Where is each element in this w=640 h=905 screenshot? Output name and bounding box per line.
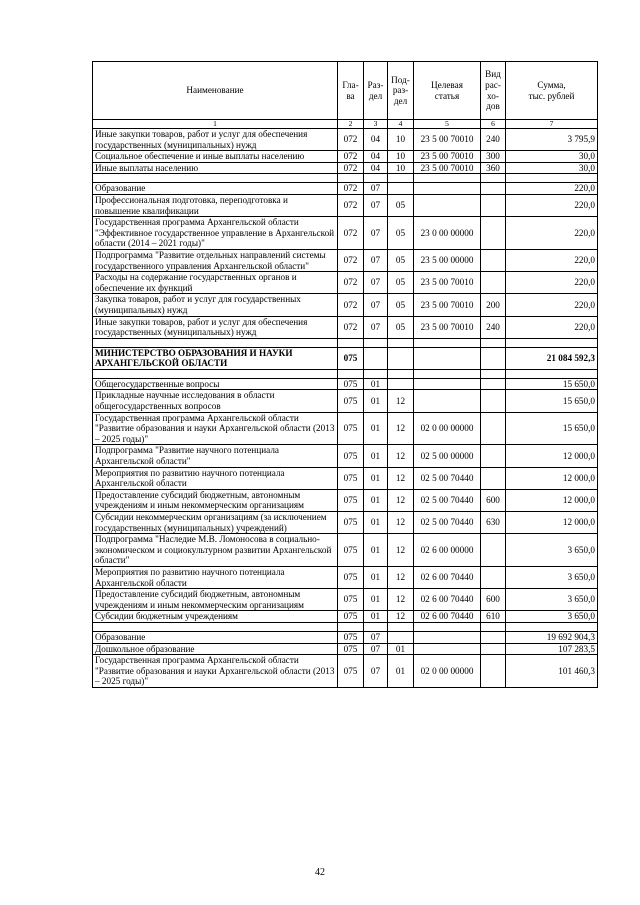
- row-podrazdel: 05: [388, 316, 414, 338]
- col-number: 3: [364, 120, 388, 129]
- row-podrazdel: [388, 631, 414, 643]
- row-name: Субсидии бюджетным учреждениям: [93, 611, 338, 623]
- row-sum: 3 650,0: [506, 566, 598, 588]
- row-sum: 21 084 592,3: [506, 347, 598, 369]
- table-row: [93, 643, 598, 655]
- table-row: [93, 151, 598, 163]
- header-razdel: Раз- дел: [364, 62, 388, 120]
- row-target: 23 5 00 70010: [414, 151, 481, 163]
- row-razdel: 07: [364, 316, 388, 338]
- row-sum: 15 650,0: [506, 378, 598, 390]
- row-target: [414, 338, 481, 347]
- table-row: [93, 378, 598, 390]
- row-target: [414, 631, 481, 643]
- row-vid: [481, 566, 506, 588]
- budget-table: [92, 61, 598, 688]
- row-vid: [481, 174, 506, 183]
- row-razdel: 01: [364, 390, 388, 412]
- header-podrazdel: Под- раз- дел: [388, 62, 414, 120]
- row-razdel: [364, 622, 388, 631]
- row-podrazdel: 12: [388, 445, 414, 467]
- row-glava: 075: [338, 643, 364, 655]
- row-name: Государственная программа Архангельской области "Эффективное государственное управление в Архангельской области (2014 – 2021 годы)": [93, 217, 338, 250]
- header-sum: Сумма, тыс. рублей: [506, 62, 598, 120]
- row-target: 02 5 00 70440: [414, 489, 481, 511]
- table-row: [93, 655, 598, 688]
- row-podrazdel: 12: [388, 512, 414, 534]
- row-target: 23 0 00 00000: [414, 217, 481, 250]
- table-row: [93, 512, 598, 534]
- row-name: Государственная программа Архангельской области "Развитие образования и науки Архангельской области (2013 – 2025 годы)": [93, 412, 338, 445]
- row-name: Общегосударственные вопросы: [93, 378, 338, 390]
- row-glava: 075: [338, 347, 364, 369]
- row-razdel: 07: [364, 183, 388, 195]
- row-glava: 072: [338, 194, 364, 216]
- table-row: [93, 316, 598, 338]
- row-vid: [481, 194, 506, 216]
- row-podrazdel: [388, 183, 414, 195]
- spacer-row: [93, 338, 598, 347]
- row-vid: [481, 338, 506, 347]
- row-name: [93, 369, 338, 378]
- col-number: 2: [338, 120, 364, 129]
- row-name: Иные выплаты населению: [93, 162, 338, 174]
- col-number: 7: [506, 120, 598, 129]
- table-body: [93, 129, 598, 688]
- row-name: Социальное обеспечение и иные выплаты населению: [93, 151, 338, 163]
- row-razdel: 07: [364, 249, 388, 271]
- table-row: [93, 566, 598, 588]
- row-glava: 075: [338, 589, 364, 611]
- row-glava: 072: [338, 151, 364, 163]
- row-name: Подпрограмма "Развитие научного потенциала Архангельской области": [93, 445, 338, 467]
- row-target: 02 6 00 70440: [414, 589, 481, 611]
- header-vid: Вид рас- хо- дов: [481, 62, 506, 120]
- row-sum: 220,0: [506, 183, 598, 195]
- row-sum: 12 000,0: [506, 512, 598, 534]
- row-name: [93, 338, 338, 347]
- row-name: Профессиональная подготовка, переподготовка и повышение квалификации: [93, 194, 338, 216]
- row-razdel: 04: [364, 151, 388, 163]
- row-target: [414, 347, 481, 369]
- row-target: [414, 194, 481, 216]
- row-glava: 072: [338, 294, 364, 316]
- row-vid: [481, 631, 506, 643]
- table-row: [93, 183, 598, 195]
- row-target: 02 0 00 00000: [414, 412, 481, 445]
- row-name: Иные закупки товаров, работ и услуг для обеспечения государственных (муниципальных) нужд: [93, 129, 338, 151]
- row-vid: 600: [481, 489, 506, 511]
- page-number: 42: [315, 867, 325, 878]
- row-razdel: 01: [364, 512, 388, 534]
- row-sum: 12 000,0: [506, 445, 598, 467]
- table-row: [93, 589, 598, 611]
- row-name: Подпрограмма "Развитие отдельных направлений системы государственного управления Архангельской области": [93, 249, 338, 271]
- row-razdel: 07: [364, 294, 388, 316]
- row-podrazdel: 05: [388, 294, 414, 316]
- row-razdel: 04: [364, 162, 388, 174]
- row-glava: 075: [338, 412, 364, 445]
- row-razdel: 04: [364, 129, 388, 151]
- row-podrazdel: 05: [388, 217, 414, 250]
- row-podrazdel: 05: [388, 194, 414, 216]
- table-row: [93, 129, 598, 151]
- row-vid: [481, 467, 506, 489]
- row-razdel: [364, 174, 388, 183]
- spacer-row: [93, 174, 598, 183]
- row-razdel: 01: [364, 489, 388, 511]
- row-podrazdel: [388, 378, 414, 390]
- row-vid: 610: [481, 611, 506, 623]
- row-target: 23 5 00 70010: [414, 294, 481, 316]
- row-glava: 072: [338, 249, 364, 271]
- row-name: Образование: [93, 183, 338, 195]
- row-glava: 072: [338, 272, 364, 294]
- row-razdel: 01: [364, 534, 388, 567]
- row-podrazdel: [388, 347, 414, 369]
- row-vid: 360: [481, 162, 506, 174]
- row-name: Мероприятия по развитию научного потенциала Архангельской области: [93, 467, 338, 489]
- row-vid: 600: [481, 589, 506, 611]
- table-row: [93, 534, 598, 567]
- row-podrazdel: 10: [388, 162, 414, 174]
- column-number-row: [93, 120, 598, 129]
- row-glava: 075: [338, 467, 364, 489]
- row-glava: [338, 338, 364, 347]
- table-row: [93, 445, 598, 467]
- row-razdel: 07: [364, 631, 388, 643]
- row-razdel: 07: [364, 194, 388, 216]
- row-vid: [481, 217, 506, 250]
- row-sum: [506, 174, 598, 183]
- row-name: [93, 622, 338, 631]
- row-vid: [481, 622, 506, 631]
- col-number: 5: [414, 120, 481, 129]
- row-podrazdel: [388, 369, 414, 378]
- row-podrazdel: 10: [388, 129, 414, 151]
- header-name: Наименование: [93, 62, 338, 120]
- row-glava: 075: [338, 655, 364, 688]
- row-vid: [481, 272, 506, 294]
- row-podrazdel: 05: [388, 249, 414, 271]
- row-podrazdel: 12: [388, 390, 414, 412]
- row-glava: 075: [338, 378, 364, 390]
- row-podrazdel: 12: [388, 589, 414, 611]
- row-vid: [481, 412, 506, 445]
- row-sum: 3 650,0: [506, 534, 598, 567]
- row-vid: 200: [481, 294, 506, 316]
- row-glava: 075: [338, 390, 364, 412]
- row-sum: 220,0: [506, 217, 598, 250]
- row-name: Предоставление субсидий бюджетным, автономным учреждениям и иным некоммерческим организациям: [93, 589, 338, 611]
- row-sum: 220,0: [506, 294, 598, 316]
- table-row: [93, 611, 598, 623]
- row-vid: [481, 347, 506, 369]
- row-target: 23 5 00 70010: [414, 129, 481, 151]
- table-row: [93, 294, 598, 316]
- table-row: [93, 249, 598, 271]
- table-row: [93, 631, 598, 643]
- row-glava: 075: [338, 489, 364, 511]
- row-target: 02 6 00 70440: [414, 611, 481, 623]
- row-razdel: 01: [364, 445, 388, 467]
- row-name: Мероприятия по развитию научного потенциала Архангельской области: [93, 566, 338, 588]
- table-header-row: [93, 62, 598, 120]
- row-name: Закупка товаров, работ и услуг для государственных (муниципальных) нужд: [93, 294, 338, 316]
- row-podrazdel: [388, 174, 414, 183]
- row-glava: 075: [338, 534, 364, 567]
- row-sum: [506, 338, 598, 347]
- row-target: [414, 643, 481, 655]
- spacer-row: [93, 369, 598, 378]
- row-sum: 107 283,5: [506, 643, 598, 655]
- row-podrazdel: [388, 338, 414, 347]
- row-podrazdel: 12: [388, 412, 414, 445]
- table-row: [93, 217, 598, 250]
- row-vid: [481, 249, 506, 271]
- row-glava: 072: [338, 316, 364, 338]
- row-razdel: 01: [364, 611, 388, 623]
- row-sum: 15 650,0: [506, 390, 598, 412]
- row-podrazdel: 05: [388, 272, 414, 294]
- spacer-row: [93, 622, 598, 631]
- row-target: 23 5 00 00000: [414, 249, 481, 271]
- row-sum: 3 650,0: [506, 589, 598, 611]
- row-sum: 30,0: [506, 151, 598, 163]
- row-razdel: 07: [364, 217, 388, 250]
- row-target: [414, 390, 481, 412]
- row-podrazdel: 12: [388, 611, 414, 623]
- row-glava: 075: [338, 445, 364, 467]
- row-vid: 630: [481, 512, 506, 534]
- row-target: [414, 174, 481, 183]
- row-glava: 072: [338, 129, 364, 151]
- row-razdel: 07: [364, 655, 388, 688]
- row-target: 02 6 00 00000: [414, 534, 481, 567]
- row-razdel: 01: [364, 566, 388, 588]
- row-podrazdel: 12: [388, 566, 414, 588]
- row-name: Государственная программа Архангельской области "Развитие образования и науки Архангельской области (2013 – 2025 годы)": [93, 655, 338, 688]
- header-target: Целевая статья: [414, 62, 481, 120]
- row-razdel: 01: [364, 412, 388, 445]
- row-vid: [481, 643, 506, 655]
- row-sum: 3 795,9: [506, 129, 598, 151]
- row-name: Расходы на содержание государственных органов и обеспечение их функций: [93, 272, 338, 294]
- col-number: 4: [388, 120, 414, 129]
- row-sum: 15 650,0: [506, 412, 598, 445]
- row-vid: 300: [481, 151, 506, 163]
- row-vid: [481, 378, 506, 390]
- row-razdel: [364, 369, 388, 378]
- row-target: 23 5 00 70010: [414, 272, 481, 294]
- row-target: 02 5 00 70440: [414, 467, 481, 489]
- table-row: [93, 390, 598, 412]
- row-razdel: 07: [364, 643, 388, 655]
- row-sum: [506, 369, 598, 378]
- row-sum: 220,0: [506, 316, 598, 338]
- row-name: Образование: [93, 631, 338, 643]
- row-razdel: [364, 338, 388, 347]
- row-glava: 075: [338, 512, 364, 534]
- table-row: [93, 489, 598, 511]
- row-podrazdel: 12: [388, 534, 414, 567]
- row-target: 02 5 00 70440: [414, 512, 481, 534]
- row-podrazdel: 12: [388, 489, 414, 511]
- row-sum: [506, 622, 598, 631]
- row-podrazdel: 01: [388, 655, 414, 688]
- row-vid: [481, 445, 506, 467]
- row-sum: 12 000,0: [506, 467, 598, 489]
- row-vid: [481, 369, 506, 378]
- row-razdel: 07: [364, 272, 388, 294]
- budget-table-page: [92, 61, 597, 688]
- header-glava: Гла- ва: [338, 62, 364, 120]
- row-target: [414, 622, 481, 631]
- table-row: [93, 272, 598, 294]
- table-row: [93, 412, 598, 445]
- row-target: [414, 369, 481, 378]
- row-name: [93, 174, 338, 183]
- row-podrazdel: 12: [388, 467, 414, 489]
- table-row: [93, 194, 598, 216]
- row-sum: 101 460,3: [506, 655, 598, 688]
- row-glava: 072: [338, 183, 364, 195]
- row-name: Иные закупки товаров, работ и услуг для обеспечения государственных (муниципальных) нужд: [93, 316, 338, 338]
- row-vid: 240: [481, 316, 506, 338]
- row-podrazdel: [388, 622, 414, 631]
- row-vid: [481, 183, 506, 195]
- row-glava: 072: [338, 217, 364, 250]
- row-vid: [481, 655, 506, 688]
- table-row: [93, 162, 598, 174]
- row-name: Дошкольное образование: [93, 643, 338, 655]
- row-name: МИНИСТЕРСТВО ОБРАЗОВАНИЯ И НАУКИ АРХАНГЕЛЬСКОЙ ОБЛАСТИ: [93, 347, 338, 369]
- row-glava: 072: [338, 162, 364, 174]
- row-vid: [481, 534, 506, 567]
- row-glava: [338, 622, 364, 631]
- row-glava: 075: [338, 611, 364, 623]
- row-glava: 075: [338, 631, 364, 643]
- row-sum: 220,0: [506, 194, 598, 216]
- row-sum: 220,0: [506, 272, 598, 294]
- row-razdel: 01: [364, 378, 388, 390]
- row-sum: 30,0: [506, 162, 598, 174]
- row-glava: [338, 174, 364, 183]
- row-target: 02 5 00 00000: [414, 445, 481, 467]
- row-target: 23 5 00 70010: [414, 316, 481, 338]
- row-sum: 3 650,0: [506, 611, 598, 623]
- row-target: 23 5 00 70010: [414, 162, 481, 174]
- row-razdel: [364, 347, 388, 369]
- table-row: [93, 467, 598, 489]
- row-podrazdel: 01: [388, 643, 414, 655]
- row-vid: 240: [481, 129, 506, 151]
- row-glava: 075: [338, 566, 364, 588]
- row-target: 02 0 00 00000: [414, 655, 481, 688]
- row-sum: 220,0: [506, 249, 598, 271]
- row-name: Предоставление субсидий бюджетным, автономным учреждениям и иным некоммерческим организациям: [93, 489, 338, 511]
- row-sum: 19 692 904,3: [506, 631, 598, 643]
- col-number: 1: [93, 120, 338, 129]
- row-razdel: 01: [364, 589, 388, 611]
- row-name: Подпрограмма "Наследие М.В. Ломоносова в социально-экономическом и социокультурном развитии Архангельской области": [93, 534, 338, 567]
- row-vid: [481, 390, 506, 412]
- row-podrazdel: 10: [388, 151, 414, 163]
- row-target: [414, 378, 481, 390]
- row-target: [414, 183, 481, 195]
- row-target: 02 6 00 70440: [414, 566, 481, 588]
- row-razdel: 01: [364, 467, 388, 489]
- row-glava: [338, 369, 364, 378]
- row-sum: 12 000,0: [506, 489, 598, 511]
- row-name: Субсидии некоммерческим организациям (за исключением государственных (муниципальных) учреждений): [93, 512, 338, 534]
- col-number: 6: [481, 120, 506, 129]
- table-row: [93, 347, 598, 369]
- row-name: Прикладные научные исследования в области общегосударственных вопросов: [93, 390, 338, 412]
